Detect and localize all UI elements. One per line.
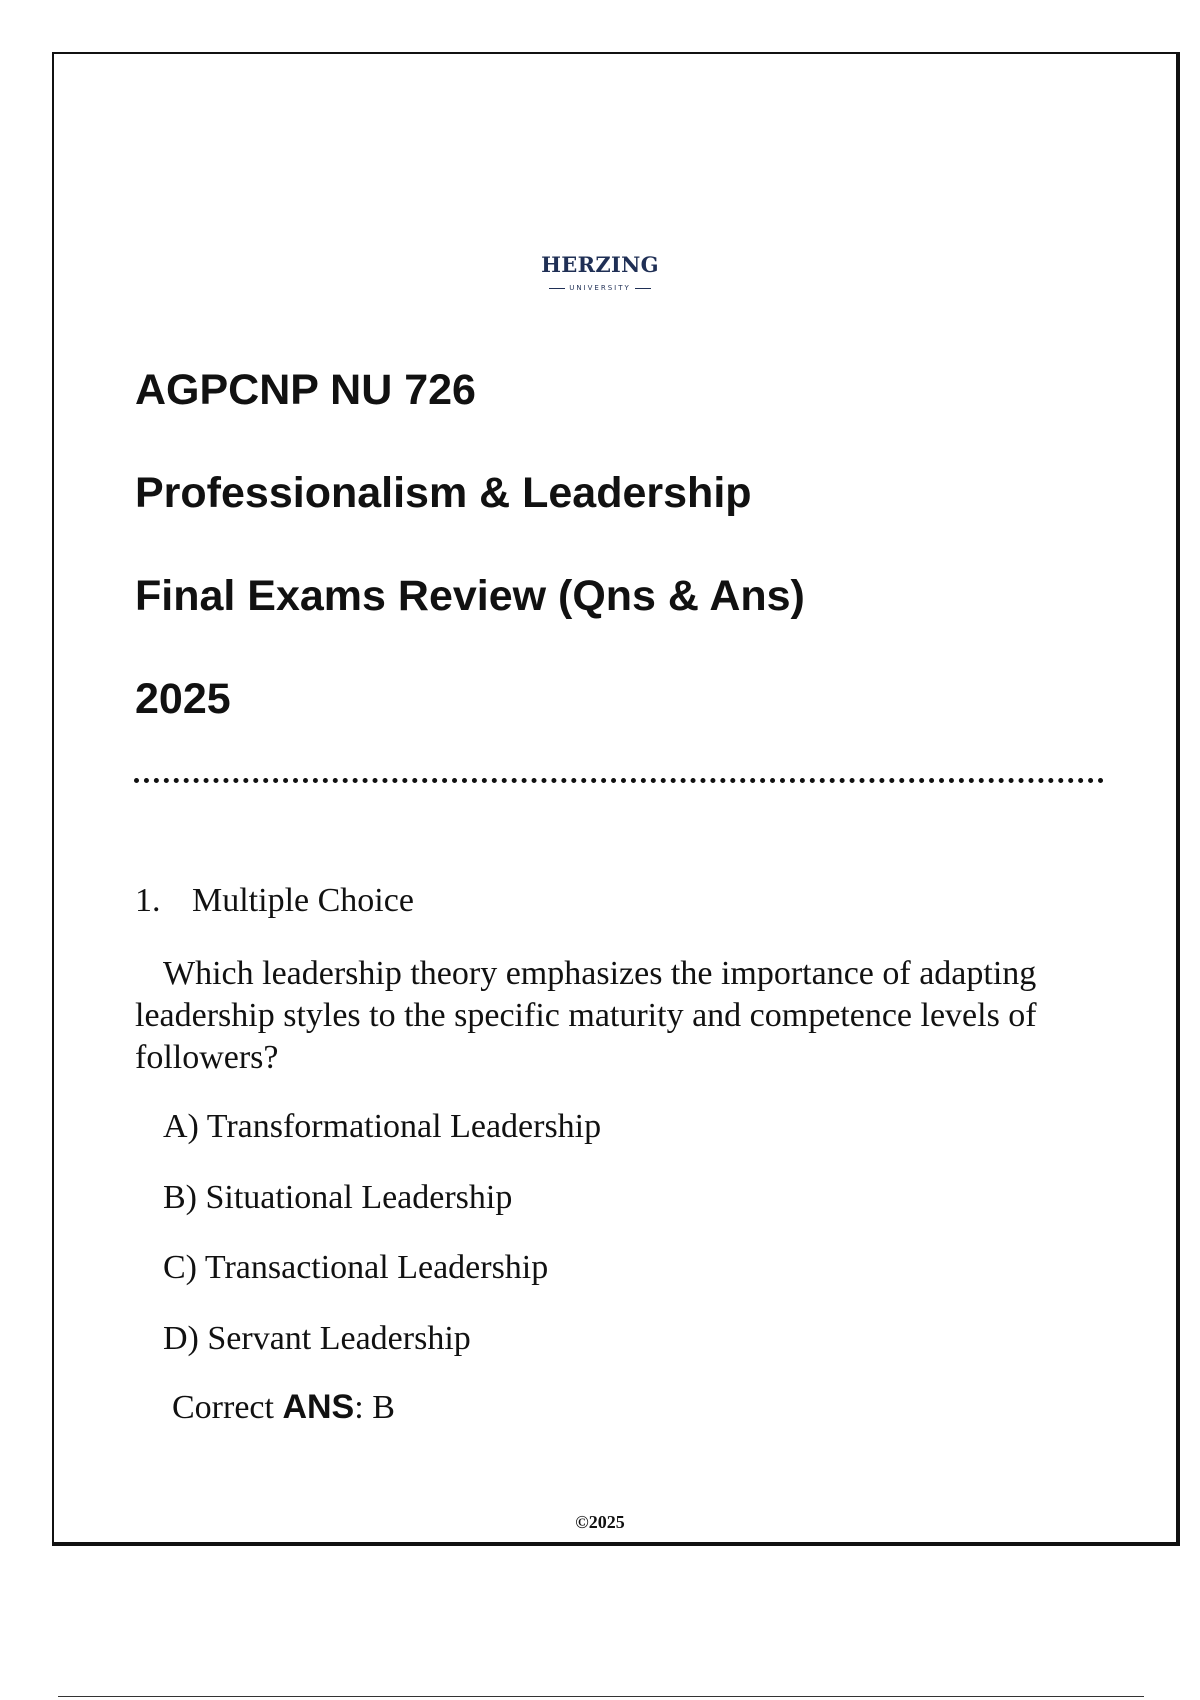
- logo-wordmark: HERZING: [541, 252, 659, 277]
- option-c: C) Transactional Leadership: [163, 1249, 549, 1286]
- question-stem: Which leadership theory emphasizes the importance of adapting leadership styles to the specific maturity and competence levels of followers?: [135, 955, 1037, 1076]
- option-a: A) Transformational Leadership: [163, 1108, 602, 1145]
- question-number: 1.: [135, 882, 161, 919]
- bottom-rule: [58, 1696, 1144, 1697]
- question-type: Multiple Choice: [192, 882, 414, 919]
- year-title: 2025: [135, 675, 231, 723]
- answer-key-label: ANS: [282, 1388, 355, 1426]
- logo-line-right: [635, 288, 651, 289]
- dotted-divider: [134, 778, 1104, 783]
- herzing-university-logo: [0, 254, 1200, 294]
- course-name-title: Professionalism & Leadership: [135, 469, 752, 517]
- option-b: B) Situational Leadership: [163, 1179, 513, 1216]
- document-type-title: Final Exams Review (Qns & Ans): [135, 572, 805, 620]
- logo-line-left: [549, 288, 565, 289]
- course-code-title: AGPCNP NU 726: [135, 366, 476, 414]
- answer-value: : B: [354, 1389, 395, 1426]
- copyright-footer: ©2025: [575, 1512, 625, 1532]
- logo-subtitle: [549, 284, 651, 293]
- answer-prefix: Correct: [172, 1389, 283, 1426]
- correct-answer: [172, 1390, 395, 1425]
- option-d: D) Servant Leadership: [163, 1320, 471, 1357]
- logo-subtitle-text: UNIVERSITY: [569, 284, 631, 292]
- question-header: [135, 884, 414, 918]
